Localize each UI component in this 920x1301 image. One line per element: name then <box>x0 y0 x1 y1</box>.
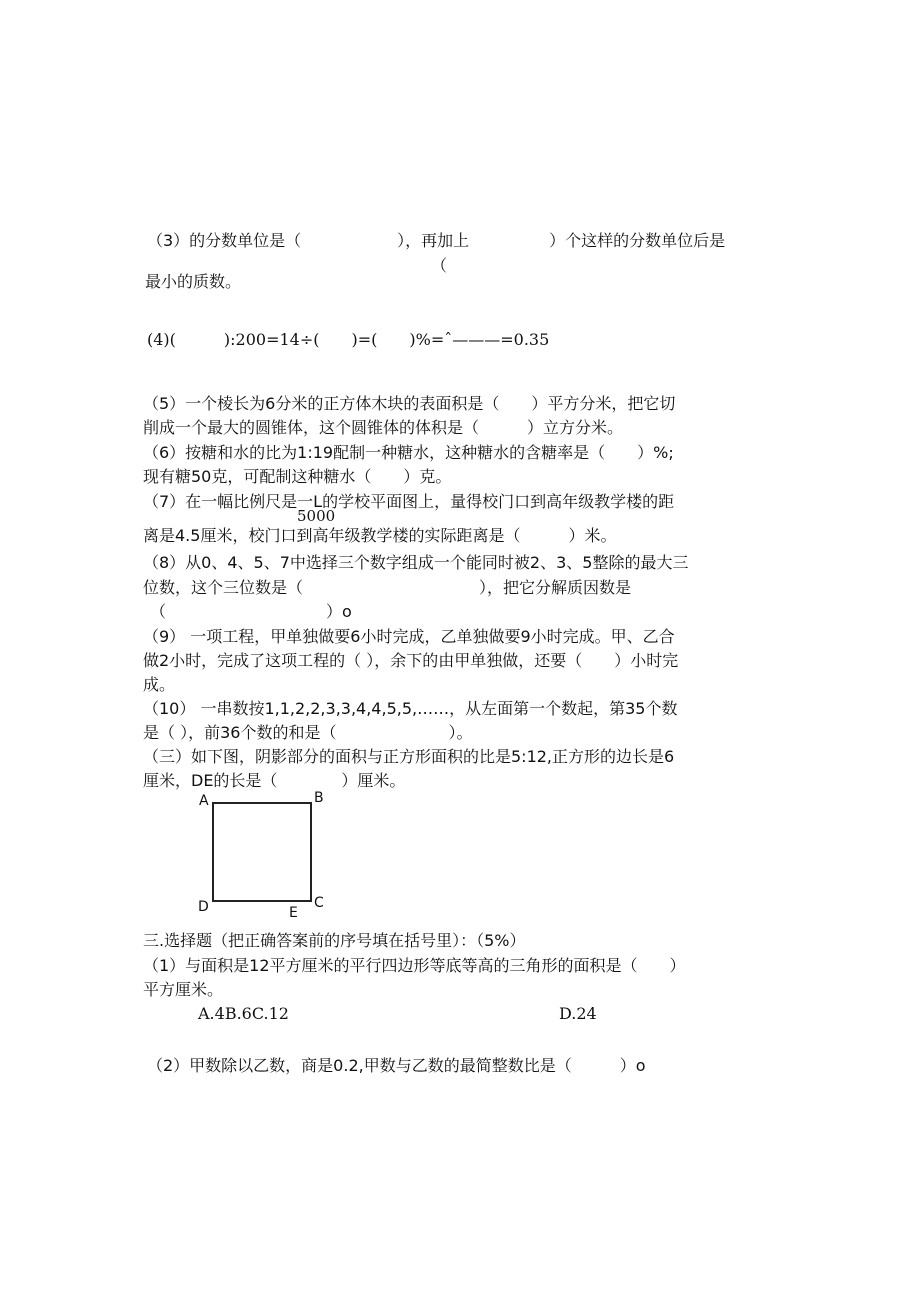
q-three-line2: 厘米，DE的长是（ ）厘米。 <box>143 771 406 790</box>
q9-line1: （9） 一项工程，甲单独做要6小时完成，乙单独做要9小时完成。甲、乙合 <box>143 627 675 646</box>
section3-title: 三.选择题（把正确答案前的序号填在括号里）：（5%） <box>143 931 526 950</box>
q7-scale-denominator: 5000 <box>297 507 336 525</box>
c2-line: （2）甲数除以乙数，商是0.2,甲数与乙数的最简整数比是（ ）o <box>147 1056 646 1075</box>
q3-line1: （3）的分数单位是（ ），再加上 ）个这样的分数单位后是 <box>147 231 726 250</box>
q3-line2: 最小的质数。 <box>145 272 242 291</box>
label-d: D <box>198 899 209 915</box>
q8-line3: （ ）o <box>150 602 352 621</box>
label-c: C <box>314 895 324 911</box>
q6-line1: （6）按糖和水的比为1:19配制一种糖水，这种糖水的含糖率是（ ）%; <box>143 443 674 462</box>
q5-line2: 削成一个最大的圆锥体，这个圆锥体的体积是（ ）立方分米。 <box>143 418 624 437</box>
square-abcd <box>213 803 311 901</box>
c1-line1: （1）与面积是12平方厘米的平行四边形等底等高的三角形的面积是（ ） <box>143 956 686 975</box>
q10-line2: 是（ ），前36个数的和是（ ）。 <box>143 723 473 742</box>
q-three-line1: （三）如下图，阴影部分的面积与正方形面积的比是5:12,正方形的边长是6 <box>143 747 675 766</box>
q8-line1: （8）从0、4、5、7中选择三个数字组成一个能同时被2、3、5整除的最大三 <box>143 553 689 572</box>
q6-line2: 现有糖50克，可配制这种糖水（ ）克。 <box>143 467 452 486</box>
q7-line2: 离是4.5厘米，校门口到高年级教学楼的实际距离是（ ）米。 <box>143 526 617 545</box>
q9-line2: 做2小时，完成了这项工程的（ ），余下的由甲单独做，还要（ ）小时完 <box>143 651 679 670</box>
c1-option-d: D.24 <box>559 1004 597 1023</box>
c1-options-abc: A.4B.6C.12 <box>198 1004 289 1023</box>
label-b: B <box>314 790 324 806</box>
q10-line1: （10） 一串数按1,1,2,2,3,3,4,4,5,5,……，从左面第一个数起，第35个数 <box>143 699 678 718</box>
q8-line2: 位数，这个三位数是（ ），把它分解质因数是 <box>143 578 632 597</box>
label-a: A <box>199 793 209 809</box>
q4-line: (4)( ):200=14÷( )=( )%=ˆ———=0.35 <box>147 330 550 349</box>
label-e: E <box>289 905 298 920</box>
q3-paren: （ <box>431 256 448 275</box>
q5-line1: （5）一个棱长为6分米的正方体木块的表面积是（ ）平方分米，把它切 <box>143 394 676 413</box>
square-figure <box>195 790 335 920</box>
q9-line3: 成。 <box>143 675 176 694</box>
q7-line1: （7）在一幅比例尺是一L的学校平面图上，量得校门口到高年级教学楼的距 <box>143 492 675 511</box>
c1-line2: 平方厘米。 <box>143 980 224 999</box>
